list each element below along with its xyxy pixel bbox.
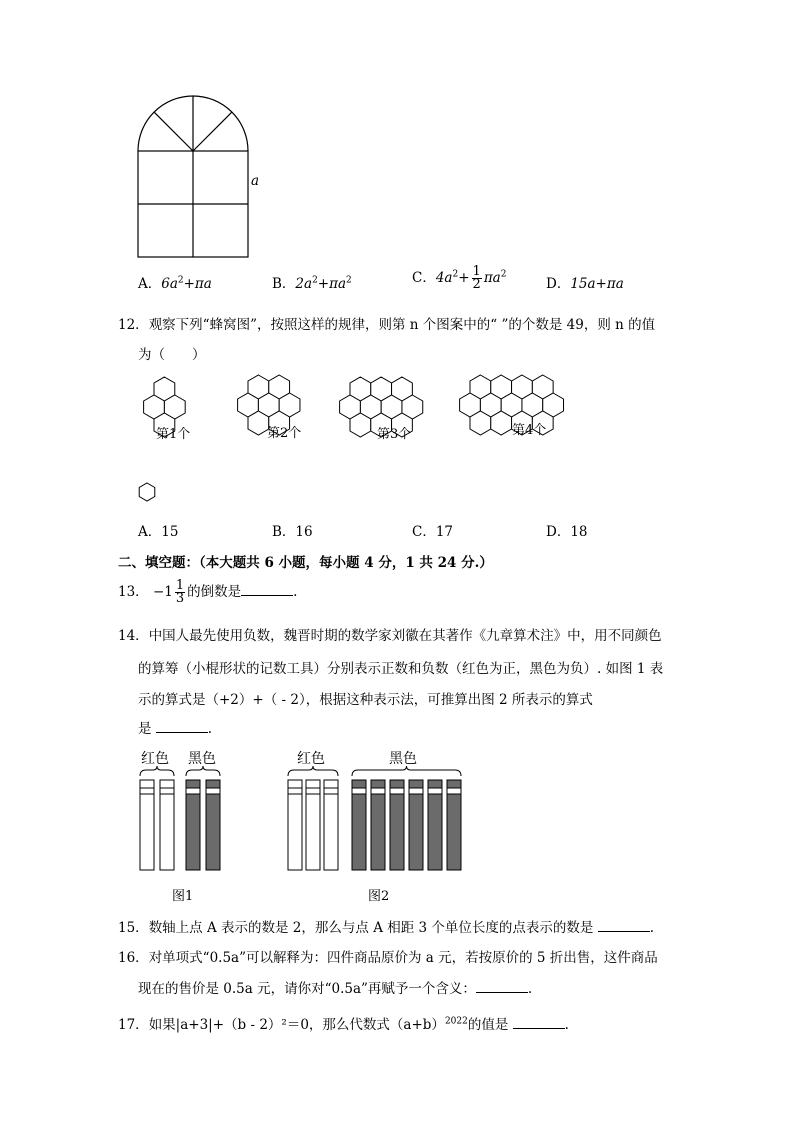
option-label: D． [546,276,571,292]
option-exponent: 2 [177,275,184,286]
option-label: B． [272,276,296,292]
fraction-numerator: 1 [472,264,481,279]
rod-band [428,788,442,794]
answer-blank[interactable] [598,919,650,932]
fig1-caption: 图1 [172,889,194,904]
q12-line2: 为（ ） [138,347,206,363]
fig2-black-label: 黑色 [389,751,417,767]
q17-end: . [564,1017,569,1033]
question-number: 15． [118,920,149,936]
question-number: 16． [118,950,149,966]
question-text: 观察下列“蜂窝图”，按照这样的规律，则第 n 个图案中的“ ”的个数是 49，则 n 的值 [148,317,656,333]
section-heading: 二、填空题：（本大题共 6 小题，每小题 4 分，1 共 24 分.） [118,555,493,571]
option-exponent-2: 2 [500,269,507,280]
option-label: C． [412,270,436,286]
q17 [118,1013,569,1033]
option-plus: + [458,270,470,286]
rod-band [186,788,200,794]
option-rest: +πa [317,276,347,292]
rod-band [447,788,461,794]
fig1-black-label: 黑色 [188,751,216,767]
option-exponent: 2 [452,269,459,280]
option-label: A． [138,276,162,292]
q16-end: . [527,981,533,997]
rod-band [371,788,385,794]
question-number: 12． [118,317,149,333]
rod-band [352,788,366,794]
rod-band [409,788,423,794]
q14-line2: 的算筹（小棍形状的记数工具）分别表示正数和负数（红色为正，黑色为负）. 如图 1 表 [138,661,664,677]
option-text: 6a [161,276,178,292]
rod-band [324,788,338,794]
answer-blank[interactable] [476,980,528,993]
honeycomb-caption-3: 第3个 [377,427,412,442]
q14-line4-end: . [207,721,213,737]
rod-band [306,788,320,794]
option-text: 4a [435,270,453,286]
fig2-caption: 图2 [368,889,390,904]
q15-end: . [649,920,654,936]
option-rest: πa [483,270,501,286]
fraction-denominator: 3 [175,591,185,606]
question-text: 如果|a+3|+（b - 2）²＝0，那么代数式（a+b） [148,1017,445,1033]
option-rest: +πa [183,276,212,292]
q12-option-c[interactable]: C．17 [412,524,454,540]
rod-band [206,788,220,794]
fraction-numerator: 1 [175,578,185,593]
rod-band [140,788,154,794]
q15 [118,916,654,936]
question-text: 现在的售价是 0.5a 元，请你对“0.5a”再赋予一个含义： [138,981,476,997]
fig2-red-label: 红色 [297,751,325,767]
q14-line3: 示的算式是（+2）+（ - 2），根据这种表示法，可推算出图 2 所表示的算式 [138,692,593,708]
answer-blank[interactable] [513,1016,565,1029]
fig1-red-label: 红色 [141,751,169,767]
honeycomb-caption-1: 第1个 [156,427,191,442]
question-text: 数轴上点 A 表示的数是 2，那么与点 A 相距 3 个单位长度的点表示的数是 [148,920,594,936]
question-text: 中国人最先使用负数，魏晋时期的数学家刘徽在其著作《九章算术注》中，用不同颜色 [148,628,662,644]
q12-option-d[interactable]: D．18 [546,524,588,540]
q16-line1 [118,946,658,966]
q13-end: . [293,584,298,600]
option-text: 15a+πa [570,276,624,292]
question-number: 14． [118,628,149,644]
q17-suffix: 的值是 [467,1017,509,1033]
option-exponent: 2 [312,275,318,286]
q14-line4-prefix: 是 [138,721,152,737]
fraction-denominator: 2 [472,277,481,292]
q17-exponent: 2022 [444,1016,468,1027]
rod-band [288,788,302,794]
q13-prefix: −1 [152,584,173,600]
q12-option-b[interactable]: B．16 [272,524,313,540]
option-text: 2a [295,276,313,292]
q16-line2 [138,977,532,997]
q12-option-a[interactable]: A．15 [138,524,179,540]
rod-band [160,788,174,794]
question-number: 13． [118,584,149,600]
option-exponent-2: 2 [346,275,352,286]
rod-band [390,788,404,794]
honeycomb-caption-2: 第2个 [267,426,302,441]
honeycomb-caption-4: 第4个 [512,423,547,438]
question-number: 17． [118,1017,149,1033]
q13-suffix: 的倒数是 [187,584,242,600]
question-text: 对单项式“0.5a”可以解释为：四件商品原价为 a 元，若按原价的 5 折出售，这件商品 [148,950,658,966]
side-length-label-a: a [251,173,260,189]
